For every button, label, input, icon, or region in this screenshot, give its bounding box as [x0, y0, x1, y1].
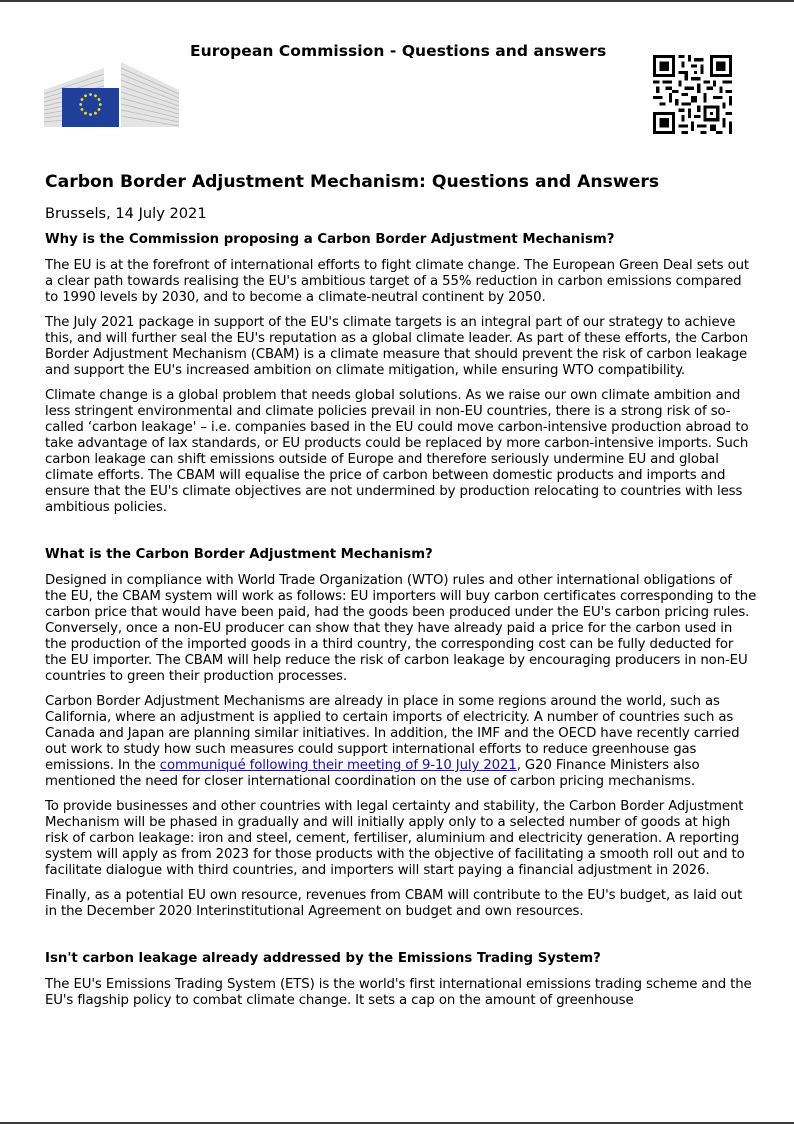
paragraph-text: , G20 Finance Ministers also mentioned the need for closer international coordination on the use of carbon pricing mechanisms.: [45, 758, 700, 789]
qa-section-ets-carbon-leakage: [45, 950, 757, 1009]
paragraph: The EU's Emissions Trading System (ETS) is the world's first international emissions trading scheme and the EU's flagship policy to combat climate change. It sets a cap on the amount of greenhouse: [45, 977, 752, 1008]
paragraph: Climate change is a global problem that needs global solutions. As we raise our own climate ambition and less stringent environmental and climate policies prevail in non-EU countries, there is a strong risk of so-called ‘carbon leakage' – i.e. companies based in the EU could move carbon-intensive production abroad to take advantage of lax standards, or EU products could be replaced by more carbon-intensive imports. Such carbon leakage can shift emissions outside of Europe and therefore seriously undermine EU and global climate efforts. The CBAM will equalise the price of carbon between domestic products and imports and ensure that the EU's climate objectives are not undermined by production relocating to countries with less ambitious policies.: [45, 388, 749, 515]
section-question: What is the Carbon Border Adjustment Mechanism?: [45, 547, 433, 562]
section-question: Isn't carbon leakage already addressed by the Emissions Trading System?: [45, 951, 601, 966]
document-body: [45, 170, 757, 1009]
paragraph-with-link: [45, 694, 757, 790]
qr-code-icon[interactable]: [653, 55, 732, 134]
european-commission-logo-icon: [44, 60, 179, 127]
header-title: European Commission - Questions and answers: [190, 42, 607, 60]
g20-communique-link[interactable]: communiqué following their meeting of 9-10 July 2021: [159, 758, 517, 773]
dateline: Brussels, 14 July 2021: [45, 205, 207, 222]
paragraph: The July 2021 package in support of the EU's climate targets is an integral part of our strategy to achieve this, and will further seal the EU's reputation as a global climate leader. As part of these efforts, the Carbon Border Adjustment Mechanism (CBAM) is a climate measure that should prevent the risk of carbon leakage and support the EU's increased ambition on climate mitigation, while ensuring WTO compatibility.: [45, 315, 749, 378]
paragraph: Designed in compliance with World Trade Organization (WTO) rules and other international obligations of the EU, the CBAM system will work as follows: EU importers will buy carbon certificates corresponding to the carbon price that would have been paid, had the goods been produced under the EU's carbon pricing rules. Conversely, once a non-EU producer can show that they have already paid a price for the carbon used in the production of the imported goods in a third country, the corresponding cost can be fully deducted for the EU importer. The CBAM will help reduce the risk of carbon leakage by encouraging producers in non-EU countries to green their production processes.: [45, 573, 757, 684]
paragraph-text: Carbon Border Adjustment Mechanisms are already in place in some regions around the world, such as California, where an adjustment is applied to certain imports of electricity. A number of countries such as Canada and Japan are planning similar initiatives. In addition, the IMF and the OECD have recently carried out work to study how such measures could support international efforts to reduce greenhouse gas emissions. In the: [45, 694, 740, 773]
paragraph: Finally, as a potential EU own resource, revenues from CBAM will contribute to the EU's budget, as laid out in the December 2020 Interinstitutional Agreement on budget and own resources.: [45, 888, 743, 919]
document-title: Carbon Border Adjustment Mechanism: Questions and Answers: [45, 172, 660, 192]
page-header: [0, 0, 794, 150]
section-question: Why is the Commission proposing a Carbon Border Adjustment Mechanism?: [45, 232, 615, 247]
paragraph: The EU is at the forefront of international efforts to fight climate change. The European Green Deal sets out a clear path towards realising the EU's ambitious target of a 55% reduction in carbon emissions compared to 1990 levels by 2030, and to become a climate-neutral continent by 2050.: [45, 258, 749, 305]
paragraph: To provide businesses and other countries with legal certainty and stability, the Carbon Border Adjustment Mechanism will be phased in gradually and will initially apply only to a selected number of goods at high risk of carbon leakage: iron and steel, cement, fertiliser, aluminium and electricity generation. A reporting system will apply as from 2023 for those products with the objective of facilitating a smooth roll out and to facilitate dialogue with third countries, and importers will start paying a financial adjustment in 2026.: [45, 799, 745, 878]
qa-section-why-cbam: [45, 231, 757, 516]
qa-section-what-is-cbam: [45, 546, 757, 920]
